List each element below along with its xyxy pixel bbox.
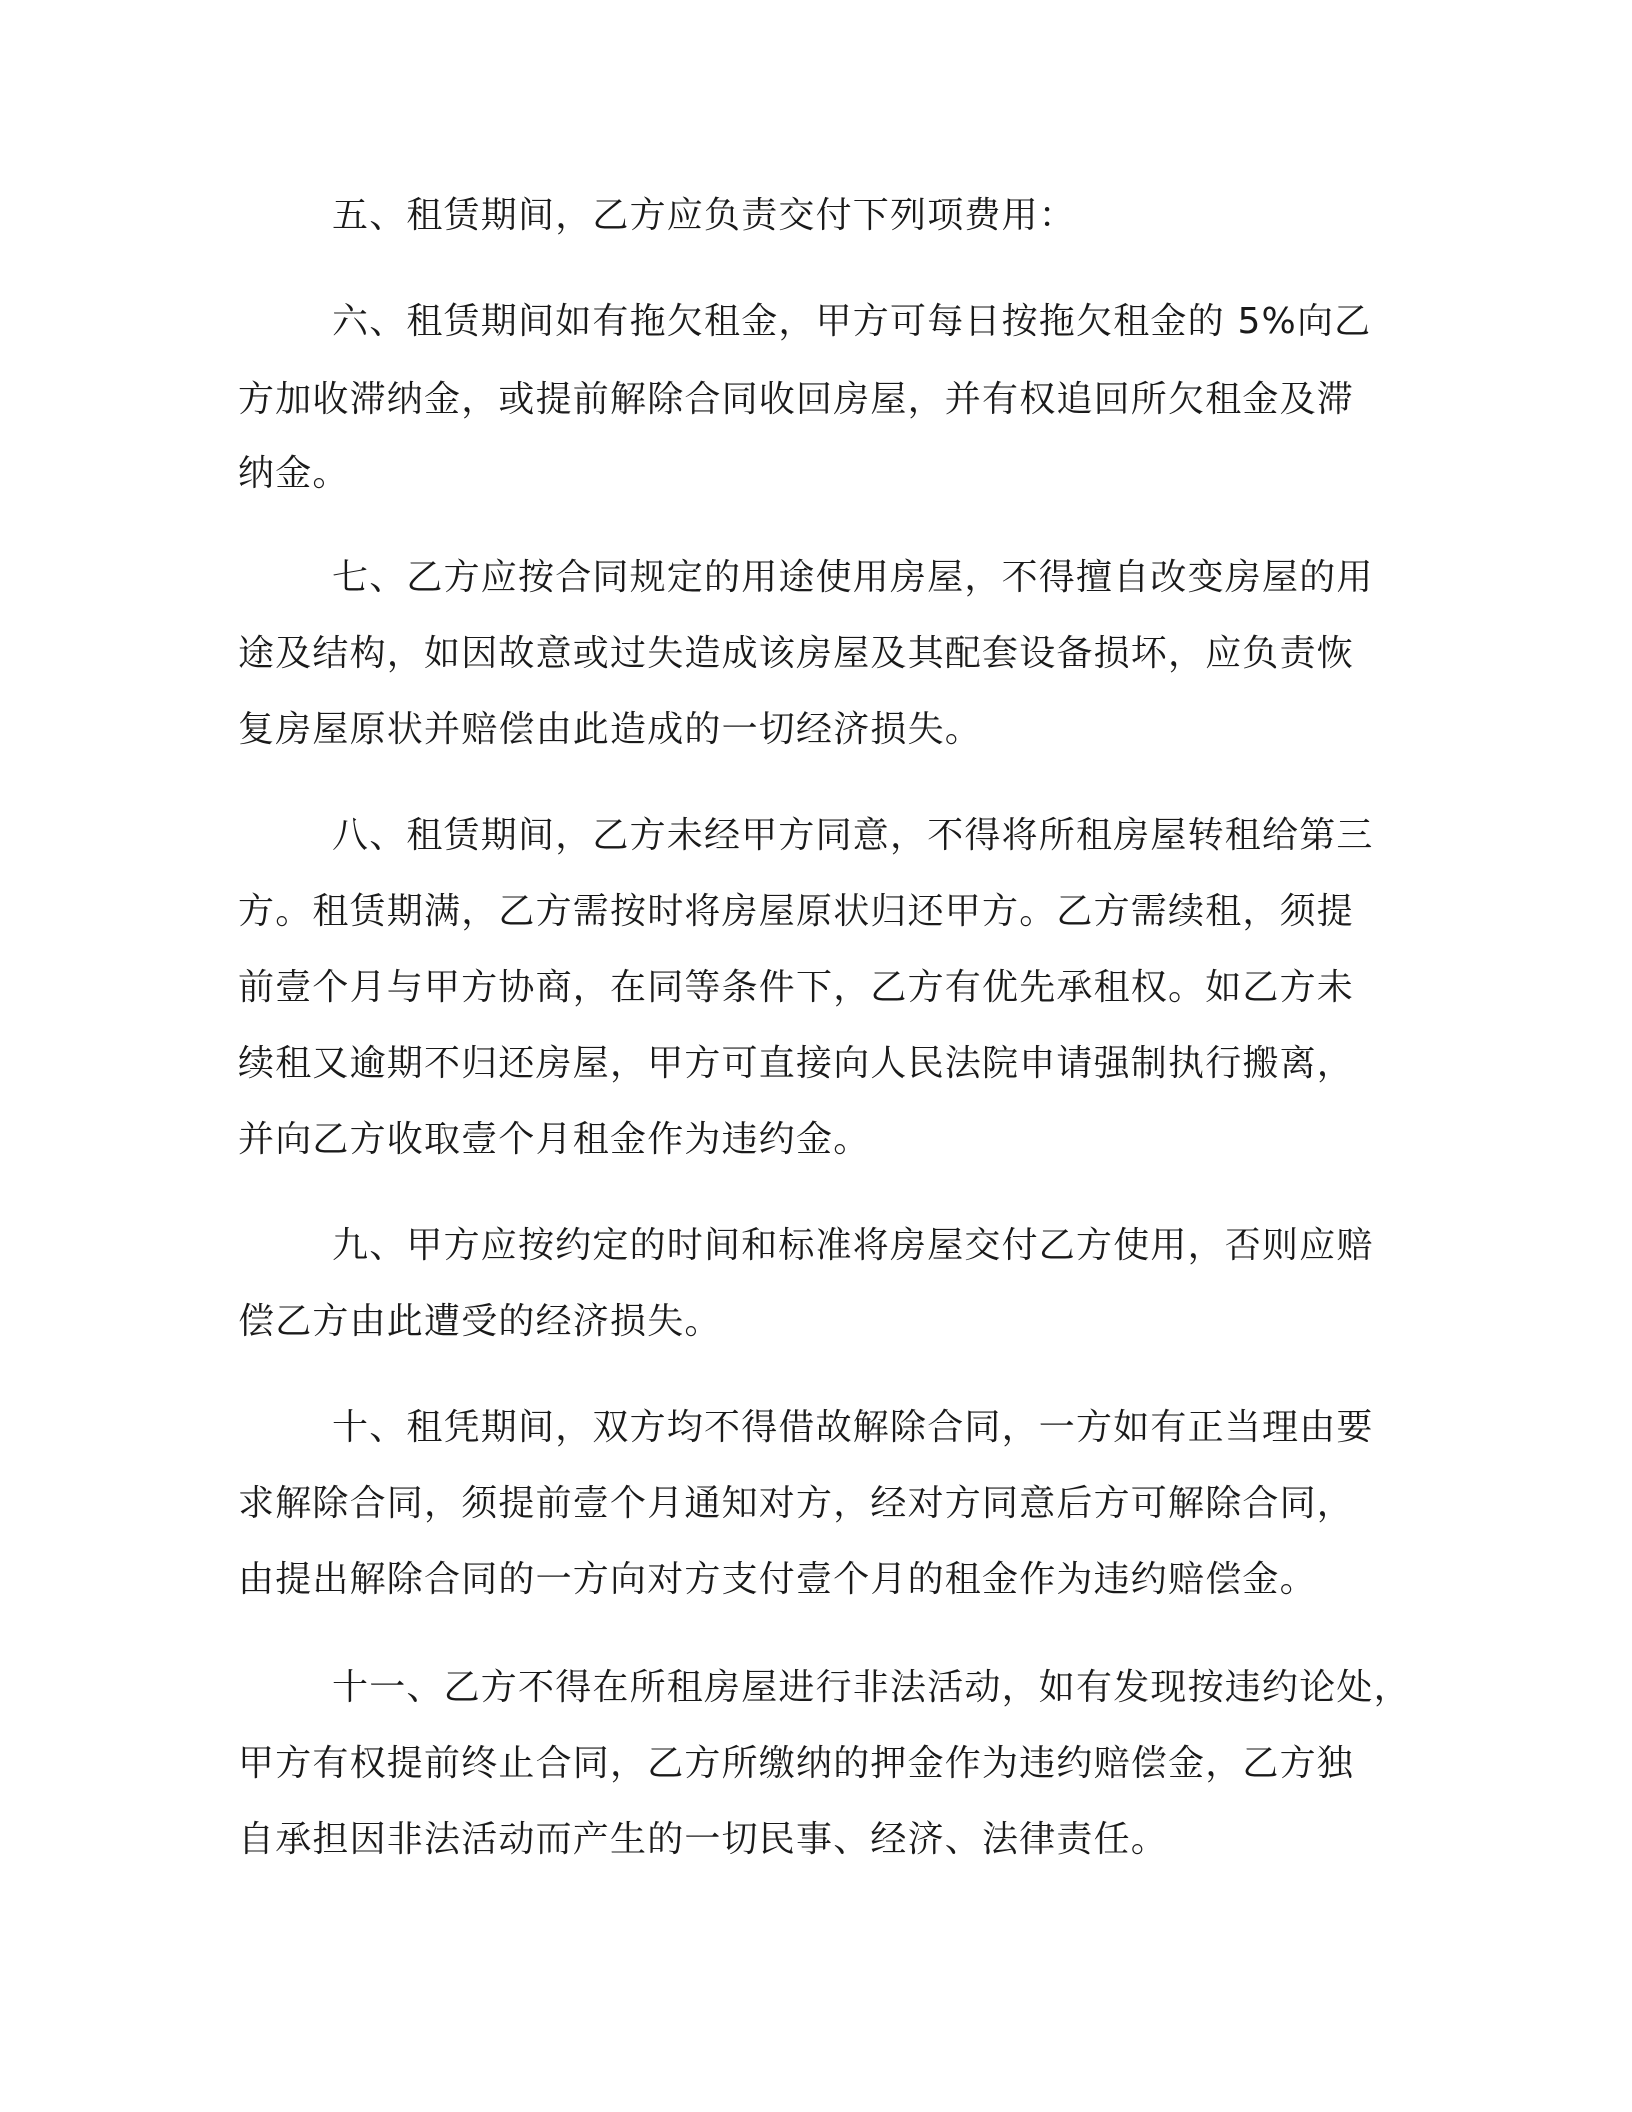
clause-10-line-3: 由提出解除合同的一方向对方支付壹个月的租金作为违约赔偿金。 bbox=[238, 1559, 1317, 1600]
clause-11-line-2: 甲方有权提前终止合同，乙方所缴纳的押金作为违约赔偿金，乙方独 bbox=[238, 1743, 1355, 1784]
clause-10-line-2: 求解除合同，须提前壹个月通知对方，经对方同意后方可解除合同， bbox=[238, 1483, 1355, 1524]
clause-6-line-3: 纳金。 bbox=[238, 453, 350, 494]
clause-11-line-1: 十一、乙方不得在所租房屋进行非法活动，如有发现按违约论处， bbox=[332, 1667, 1411, 1708]
clause-7-line-1: 七、乙方应按合同规定的用途使用房屋，不得擅自改变房屋的用 bbox=[332, 557, 1374, 598]
clause-9-line-2: 偿乙方由此遭受的经济损失。 bbox=[238, 1301, 722, 1342]
clause-5-line-1: 五、租赁期间，乙方应负责交付下列项费用： bbox=[332, 195, 1077, 236]
clause-8-line-2: 方。租赁期满，乙方需按时将房屋原状归还甲方。乙方需续租，须提 bbox=[238, 891, 1355, 932]
clause-8-line-4: 续租又逾期不归还房屋，甲方可直接向人民法院申请强制执行搬离， bbox=[238, 1043, 1355, 1084]
clause-8-line-1: 八、租赁期间，乙方未经甲方同意，不得将所租房屋转租给第三 bbox=[332, 815, 1374, 856]
clause-6-line-1: 六、租赁期间如有拖欠租金，甲方可每日按拖欠租金的 5%向乙 bbox=[332, 301, 1372, 342]
clause-6-line-2: 方加收滞纳金，或提前解除合同收回房屋，并有权追回所欠租金及滞 bbox=[238, 379, 1355, 420]
clause-10-line-1: 十、租凭期间，双方均不得借故解除合同，一方如有正当理由要 bbox=[332, 1407, 1374, 1448]
clause-9-line-1: 九、甲方应按约定的时间和标准将房屋交付乙方使用，否则应赔 bbox=[332, 1225, 1374, 1266]
clause-7-line-3: 复房屋原状并赔偿由此造成的一切经济损失。 bbox=[238, 709, 983, 750]
clause-11-line-3: 自承担因非法活动而产生的一切民事、经济、法律责任。 bbox=[238, 1819, 1169, 1860]
clause-7-line-2: 途及结构，如因故意或过失造成该房屋及其配套设备损坏，应负责恢 bbox=[238, 633, 1355, 674]
clause-8-line-5: 并向乙方收取壹个月租金作为违约金。 bbox=[238, 1119, 871, 1160]
clause-8-line-3: 前壹个月与甲方协商，在同等条件下，乙方有优先承租权。如乙方未 bbox=[238, 967, 1355, 1008]
